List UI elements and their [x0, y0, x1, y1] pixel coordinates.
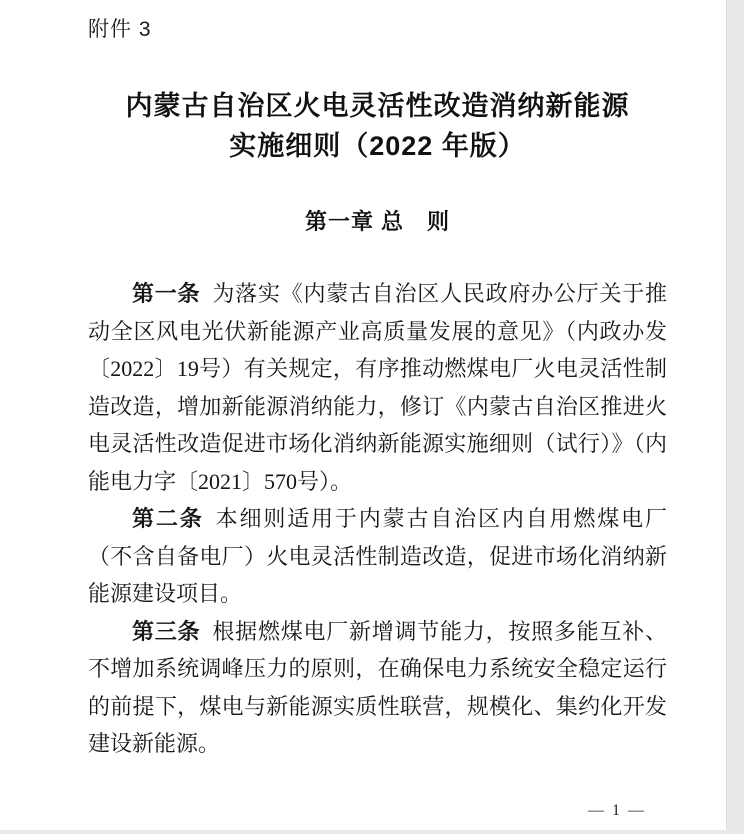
article-2-text: 本细则适用于内蒙古自治区内自用燃煤电厂（不含自备电厂）火电灵活性制造改造，促进市场化消纳新能源建设项目。 [88, 506, 667, 606]
document-title [88, 86, 667, 166]
chapter-heading: 第一章 总 则 [304, 209, 451, 234]
document-title-line-2: 实施细则（2022 年版） [229, 131, 526, 161]
article-2-lead: 第二条 [132, 506, 204, 531]
document-body [88, 275, 667, 763]
article-3-text: 根据燃煤电厂新增调节能力，按照多能互补、不增加系统调峰压力的原则，在确保电力系统安全稳定运行的前提下，煤电与新能源实质性联营，规模化、集约化开发建设新能源。 [88, 618, 667, 756]
attachment-label: 附件 3 [88, 18, 152, 41]
article-3 [88, 613, 667, 763]
document-title-line-1: 内蒙古自治区火电灵活性改造消纳新能源 [125, 91, 630, 121]
page-number: — 1 — [588, 802, 646, 819]
article-2 [88, 500, 667, 613]
article-3-lead: 第三条 [132, 618, 201, 644]
article-1 [88, 275, 667, 500]
article-1-lead: 第一条 [132, 281, 201, 306]
article-1-text: 为落实《内蒙古自治区人民政府办公厅关于推动全区风电光伏新能源产业高质量发展的意见》（内政办发〔2022〕19号）有关规定，有序推动燃煤电厂火电灵活性制造改造，增加新能源消纳能力，修订《内蒙古自治区推进火电灵活性改造促进市场化消纳新能源实施细则（试行）》（内能电力字〔2021〕570号）。 [88, 281, 667, 494]
